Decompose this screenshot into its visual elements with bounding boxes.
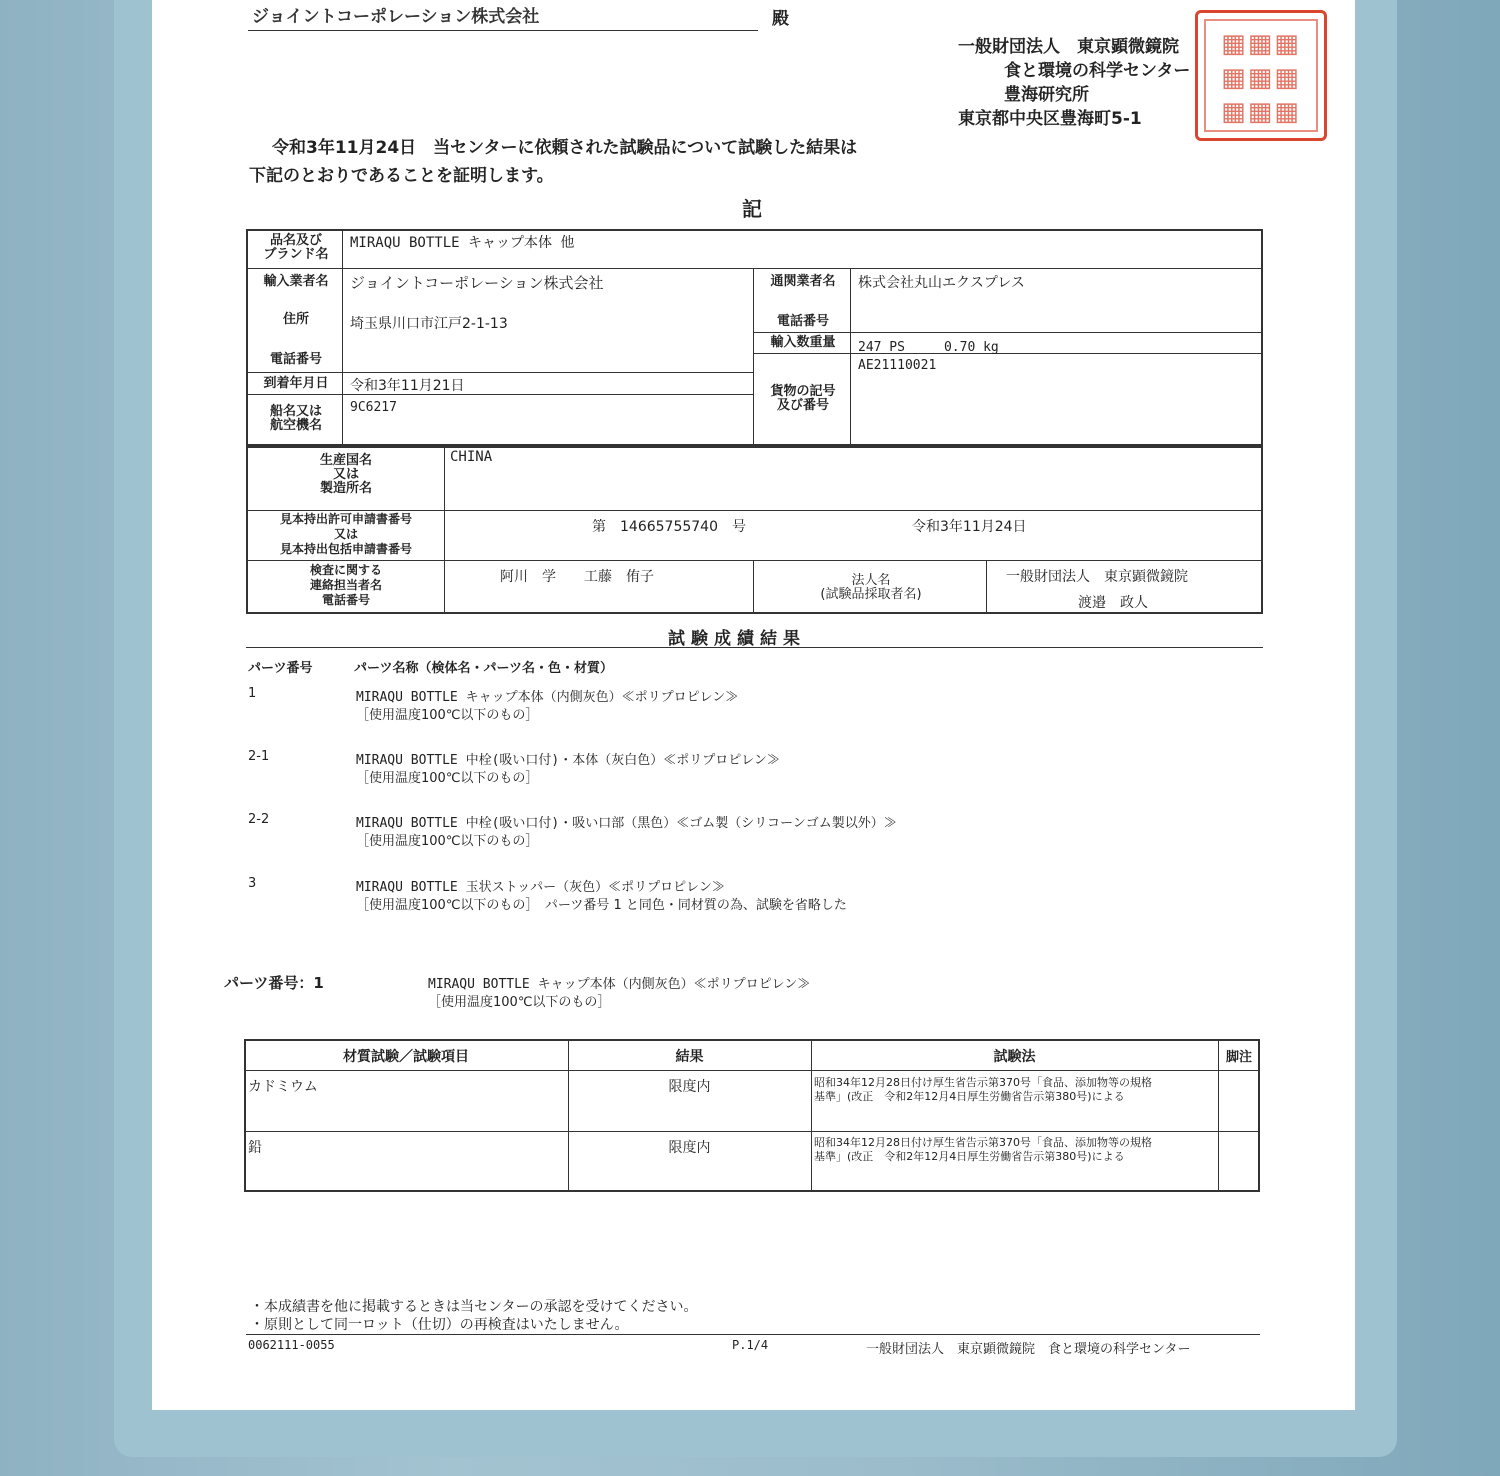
part-2-no: 2-1 <box>248 749 270 764</box>
divider <box>850 268 851 446</box>
info-table-upper <box>246 229 1263 446</box>
customs-value: 株式会社丸山エクスプレス <box>858 275 1025 291</box>
part-2-line1: MIRAQU BOTTLE 中栓(吸い口付)・本体（灰白色）≪ポリプロピレン≫ <box>356 753 780 768</box>
divider <box>246 560 1263 561</box>
importer-value: ジョイントコーポレーション株式会社 <box>350 274 604 292</box>
footer-doc-number: 0062111-0055 <box>248 1338 335 1352</box>
results-title: 試験成績結果 <box>668 629 806 649</box>
part-detail-label: パーツ番号：1 <box>224 974 324 992</box>
test-row-1-result: 限度内 <box>668 1079 711 1095</box>
test-row-1-item: カドミウム <box>248 1079 318 1095</box>
corp-label: 法人名 (試験品採取者名) <box>820 573 922 602</box>
divider <box>444 446 445 614</box>
divider <box>753 353 1263 354</box>
addressee-honorific: 殿 <box>772 9 789 29</box>
part-1-line2: ［使用温度100℃以下のもの］ <box>356 708 539 723</box>
ki-heading: 記 <box>742 197 762 221</box>
corp-value-line1: 一般財団法人 東京顕微鏡院 <box>1006 569 1188 585</box>
note-line2: ・原則として同一ロット（仕切）の再検査はいたしません。 <box>250 1317 629 1333</box>
divider <box>244 1070 1260 1071</box>
cargo-value: AE21110021 <box>858 358 937 373</box>
divider <box>342 229 343 446</box>
cargo-label: 貨物の記号 及び番号 <box>770 384 836 413</box>
sample-number: 第 14665755740 号 <box>592 519 746 535</box>
intro-line1: 令和3年11月24日 当センターに依頼された試験品について試験した結果は <box>272 138 858 158</box>
part-4-line2: ［使用温度100℃以下のもの］ パーツ番号 1 と同色・同材質の為、試験を省略した <box>356 898 847 913</box>
part-detail-line1: MIRAQU BOTTLE キャップ本体（内側灰色）≪ポリプロピレン≫ <box>428 977 811 992</box>
issuer-line3: 豊海研究所 <box>1004 85 1089 105</box>
test-row-2-item: 鉛 <box>248 1140 262 1156</box>
divider <box>753 268 754 446</box>
test-header-footnote: 脚注 <box>1225 1050 1252 1065</box>
contact-value: 阿川 学 工藤 侑子 <box>500 569 654 585</box>
arrival-value: 令和3年11月21日 <box>350 378 465 394</box>
customs-phone-label: 電話番号 <box>776 314 829 329</box>
part-3-no: 2-2 <box>248 812 270 827</box>
product-label: 品名及び ブランド名 <box>263 233 329 262</box>
part-3-line2: ［使用温度100℃以下のもの］ <box>356 834 539 849</box>
divider <box>244 1131 1260 1132</box>
divider <box>246 394 753 395</box>
seal-pattern: ▦▦▦ ▦▦▦ ▦▦▦ <box>1221 29 1301 127</box>
test-row-1-method1: 昭和34年12月28日付け厚生省告示第370号「食品、添加物等の規格 <box>814 1076 1152 1089</box>
test-header-item: 材質試験／試験項目 <box>343 1049 469 1065</box>
quantity-value: 247 PS 0.70 kg <box>858 340 999 355</box>
arrival-label: 到着年月日 <box>263 376 329 391</box>
issuer-line4: 東京都中央区豊海町5-1 <box>958 109 1142 129</box>
issuer-line2: 食と環境の科学センター <box>1004 61 1191 81</box>
ship-label: 船名又は 航空機名 <box>269 404 322 433</box>
test-header-result: 結果 <box>675 1049 704 1065</box>
part-1-no: 1 <box>248 686 257 701</box>
origin-value: CHINA <box>450 449 493 465</box>
test-row-2-method1: 昭和34年12月28日付け厚生省告示第370号「食品、添加物等の規格 <box>814 1136 1152 1149</box>
address-value: 埼玉県川口市江戸2-1-13 <box>350 316 508 332</box>
note-line1: ・本成績書を他に掲載するときは当センターの承認を受けてください。 <box>250 1299 698 1315</box>
addressee-company: ジョイントコーポレーション株式会社 <box>252 7 540 27</box>
addressee-underline <box>248 30 758 31</box>
sample-label: 見本持出許可申請書番号 又は 見本持出包括申請書番号 <box>279 512 412 556</box>
address-label: 住所 <box>282 312 309 327</box>
contact-label: 検査に関する 連絡担当者名 電話番号 <box>309 563 382 607</box>
footer-organization: 一般財団法人 東京顕微鏡院 食と環境の科学センター <box>866 1342 1191 1357</box>
product-value: MIRAQU BOTTLE キャップ本体 他 <box>350 235 575 251</box>
origin-label: 生産国名 又は 製造所名 <box>319 453 372 496</box>
footer-page-number: P.1/4 <box>732 1338 769 1352</box>
part-1-line1: MIRAQU BOTTLE キャップ本体（内側灰色）≪ポリプロピレン≫ <box>356 690 739 705</box>
test-row-2-method2: 基準」(改正 令和2年12月4日厚生労働省告示第380号)による <box>814 1150 1125 1163</box>
divider <box>753 332 1263 333</box>
divider <box>246 372 753 373</box>
phone-label: 電話番号 <box>269 352 322 367</box>
results-rule <box>246 647 1263 648</box>
official-seal-stamp <box>1195 10 1327 141</box>
parts-header-no: パーツ番号 <box>248 661 313 676</box>
document-page <box>152 0 1355 1410</box>
test-row-2-result: 限度内 <box>668 1140 711 1156</box>
customs-label: 通関業者名 <box>770 274 836 289</box>
part-4-no: 3 <box>248 876 257 891</box>
part-2-line2: ［使用温度100℃以下のもの］ <box>356 771 539 786</box>
divider <box>246 510 1263 511</box>
intro-line2: 下記のとおりであることを証明します。 <box>249 166 554 186</box>
part-4-line1: MIRAQU BOTTLE 玉状ストッパー（灰色）≪ポリプロピレン≫ <box>356 880 725 895</box>
parts-header-name: パーツ名称（検体名・パーツ名・色・材質） <box>354 661 613 676</box>
issuer-line1: 一般財団法人 東京顕微鏡院 <box>958 37 1179 57</box>
ship-value: 9C6217 <box>350 400 397 415</box>
test-row-1-method2: 基準」(改正 令和2年12月4日厚生労働省告示第380号)による <box>814 1090 1125 1103</box>
divider <box>753 560 754 614</box>
sample-date: 令和3年11月24日 <box>912 519 1027 535</box>
part-detail-line2: ［使用温度100℃以下のもの］ <box>428 995 611 1010</box>
footer-rule <box>246 1334 1260 1335</box>
corp-value-line2: 渡邉 政人 <box>1078 595 1148 611</box>
test-header-method: 試験法 <box>993 1049 1036 1065</box>
part-3-line1: MIRAQU BOTTLE 中栓(吸い口付)・吸い口部（黒色）≪ゴム製（シリコーンゴム製以外）≫ <box>356 816 897 831</box>
divider <box>986 560 987 614</box>
quantity-label: 輸入数重量 <box>770 335 836 350</box>
divider <box>246 268 1263 269</box>
importer-label: 輸入業者名 <box>263 274 329 289</box>
